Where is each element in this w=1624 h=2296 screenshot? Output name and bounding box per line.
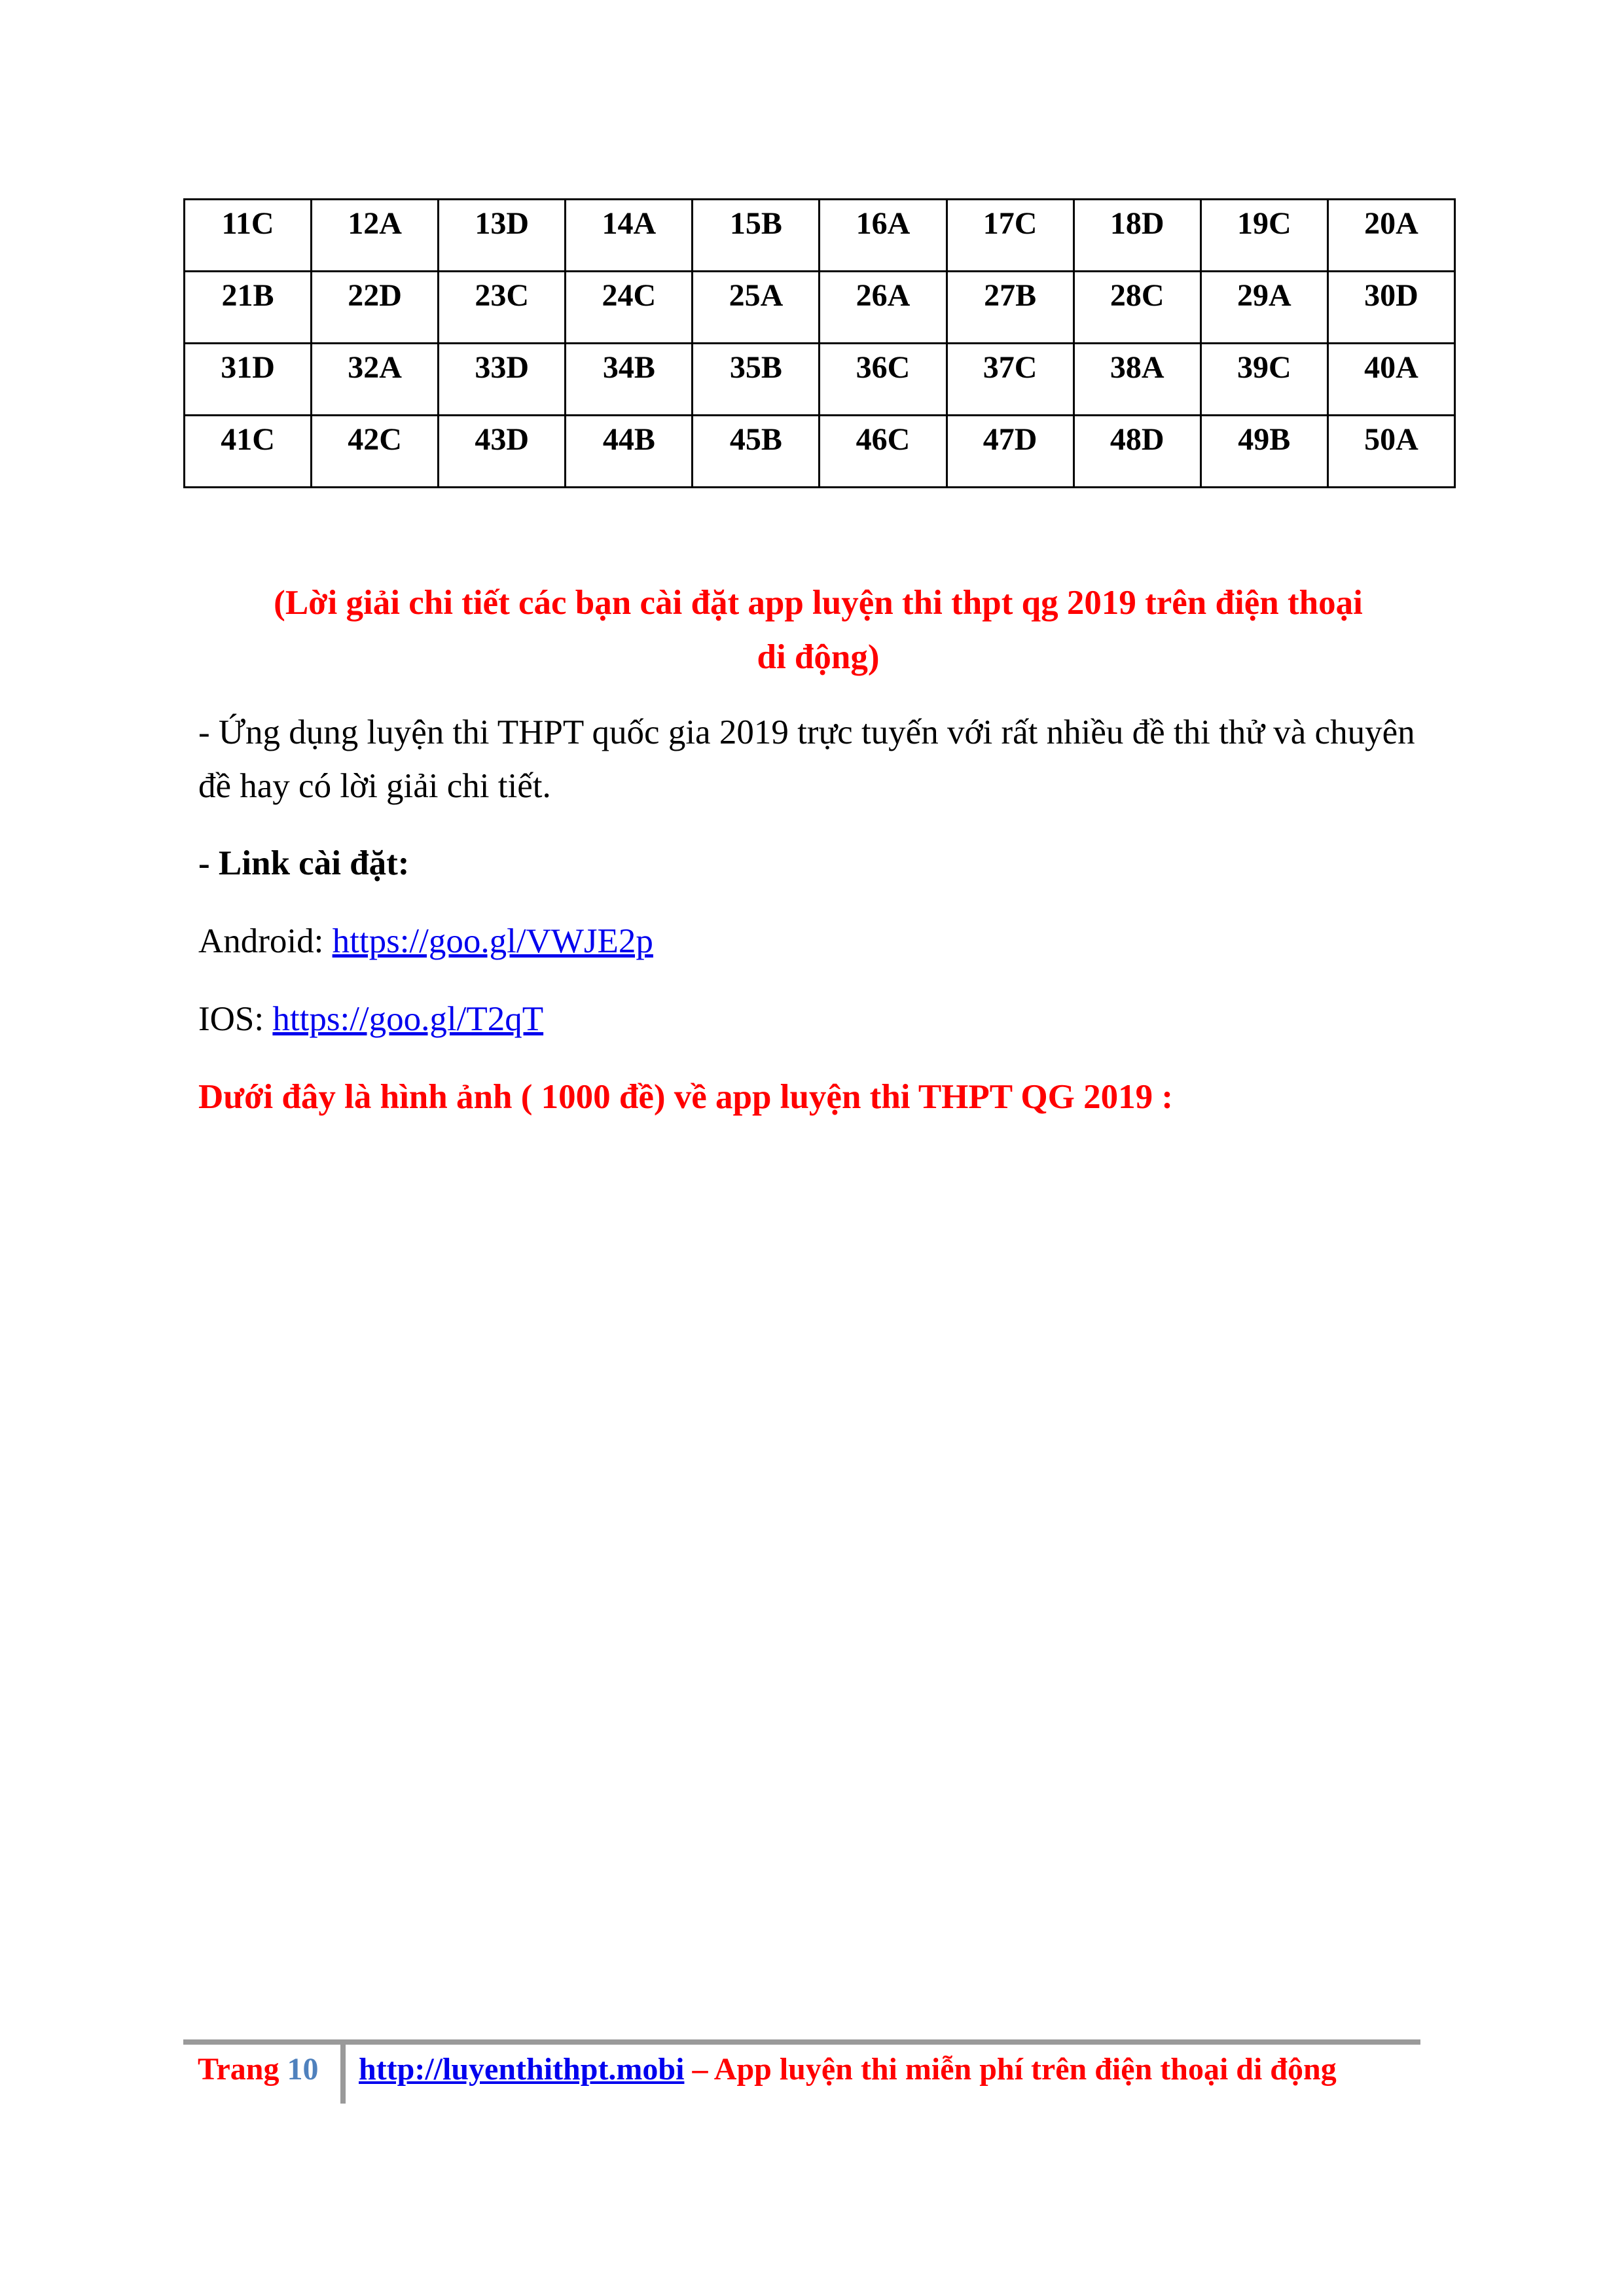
answer-cell: 11C	[185, 200, 312, 272]
answer-cell: 45B	[693, 416, 820, 488]
solution-note	[196, 576, 1440, 685]
answer-cell: 43D	[439, 416, 566, 488]
answer-row	[185, 272, 1455, 344]
answer-cell: 18D	[1074, 200, 1200, 272]
app-description: - Ứng dụng luyện thi THPT quốc gia 2019 trực tuyến với rất nhiều đề thi thử và chuyên đề hay có lời giải chi tiết.	[198, 713, 1415, 805]
answer-row	[185, 344, 1455, 416]
answer-cell: 38A	[1074, 344, 1200, 416]
footer-page-number	[198, 2049, 318, 2090]
answer-cell: 30D	[1327, 272, 1454, 344]
answer-cell: 40A	[1327, 344, 1454, 416]
solution-note-line: di động)	[757, 638, 880, 676]
answer-cell: 22D	[312, 272, 439, 344]
answer-cell: 31D	[185, 344, 312, 416]
answer-row	[185, 416, 1455, 488]
footer-divider	[340, 2039, 346, 2104]
android-link[interactable]: https://goo.gl/VWJE2p	[332, 922, 653, 960]
answer-cell: 25A	[693, 272, 820, 344]
android-label: Android:	[198, 922, 333, 960]
answer-cell: 44B	[566, 416, 693, 488]
answer-cell: 33D	[439, 344, 566, 416]
page-number: 10	[287, 2052, 319, 2087]
answer-cell: 35B	[693, 344, 820, 416]
answer-cell: 26A	[820, 272, 947, 344]
ios-link[interactable]: https://goo.gl/T2qT	[272, 1000, 544, 1038]
answer-row	[185, 200, 1455, 272]
footer-rule	[183, 2039, 1420, 2045]
answer-cell: 13D	[439, 200, 566, 272]
install-link-heading: - Link cài đặt:	[198, 844, 410, 882]
footer-text	[359, 2049, 1337, 2090]
answer-cell: 42C	[312, 416, 439, 488]
answer-cell: 41C	[185, 416, 312, 488]
footer-site-link[interactable]: http://luyenthithpt.mobi	[359, 2052, 685, 2087]
answer-cell: 16A	[820, 200, 947, 272]
answer-key-table	[183, 198, 1456, 488]
answer-cell: 21B	[185, 272, 312, 344]
answer-cell: 48D	[1074, 416, 1200, 488]
answer-cell: 14A	[566, 200, 693, 272]
answer-cell: 49B	[1200, 416, 1327, 488]
solution-note-line: (Lời giải chi tiết các bạn cài đặt app luyện thi thpt qg 2019 trên điện thoại	[274, 584, 1363, 622]
ios-link-line	[198, 992, 543, 1046]
answer-cell: 17C	[947, 200, 1074, 272]
answer-cell: 23C	[439, 272, 566, 344]
answer-cell: 19C	[1200, 200, 1327, 272]
answer-cell: 28C	[1074, 272, 1200, 344]
answer-cell: 29A	[1200, 272, 1327, 344]
answer-cell: 12A	[312, 200, 439, 272]
answer-cell: 27B	[947, 272, 1074, 344]
answer-cell: 34B	[566, 344, 693, 416]
answer-cell: 32A	[312, 344, 439, 416]
answer-cell: 36C	[820, 344, 947, 416]
answer-cell: 47D	[947, 416, 1074, 488]
ios-label: IOS:	[198, 1000, 273, 1038]
android-link-line	[198, 914, 653, 968]
footer-tagline: – App luyện thi miễn phí trên điện thoại di động	[684, 2052, 1337, 2087]
images-caption: Dưới đây là hình ảnh ( 1000 đề) về app luyện thi THPT QG 2019 :	[198, 1078, 1174, 1116]
answer-cell: 50A	[1327, 416, 1454, 488]
answer-cell: 46C	[820, 416, 947, 488]
answer-cell: 15B	[693, 200, 820, 272]
page-label: Trang	[198, 2052, 287, 2087]
answer-cell: 39C	[1200, 344, 1327, 416]
answer-cell: 37C	[947, 344, 1074, 416]
answer-cell: 24C	[566, 272, 693, 344]
answer-cell: 20A	[1327, 200, 1454, 272]
